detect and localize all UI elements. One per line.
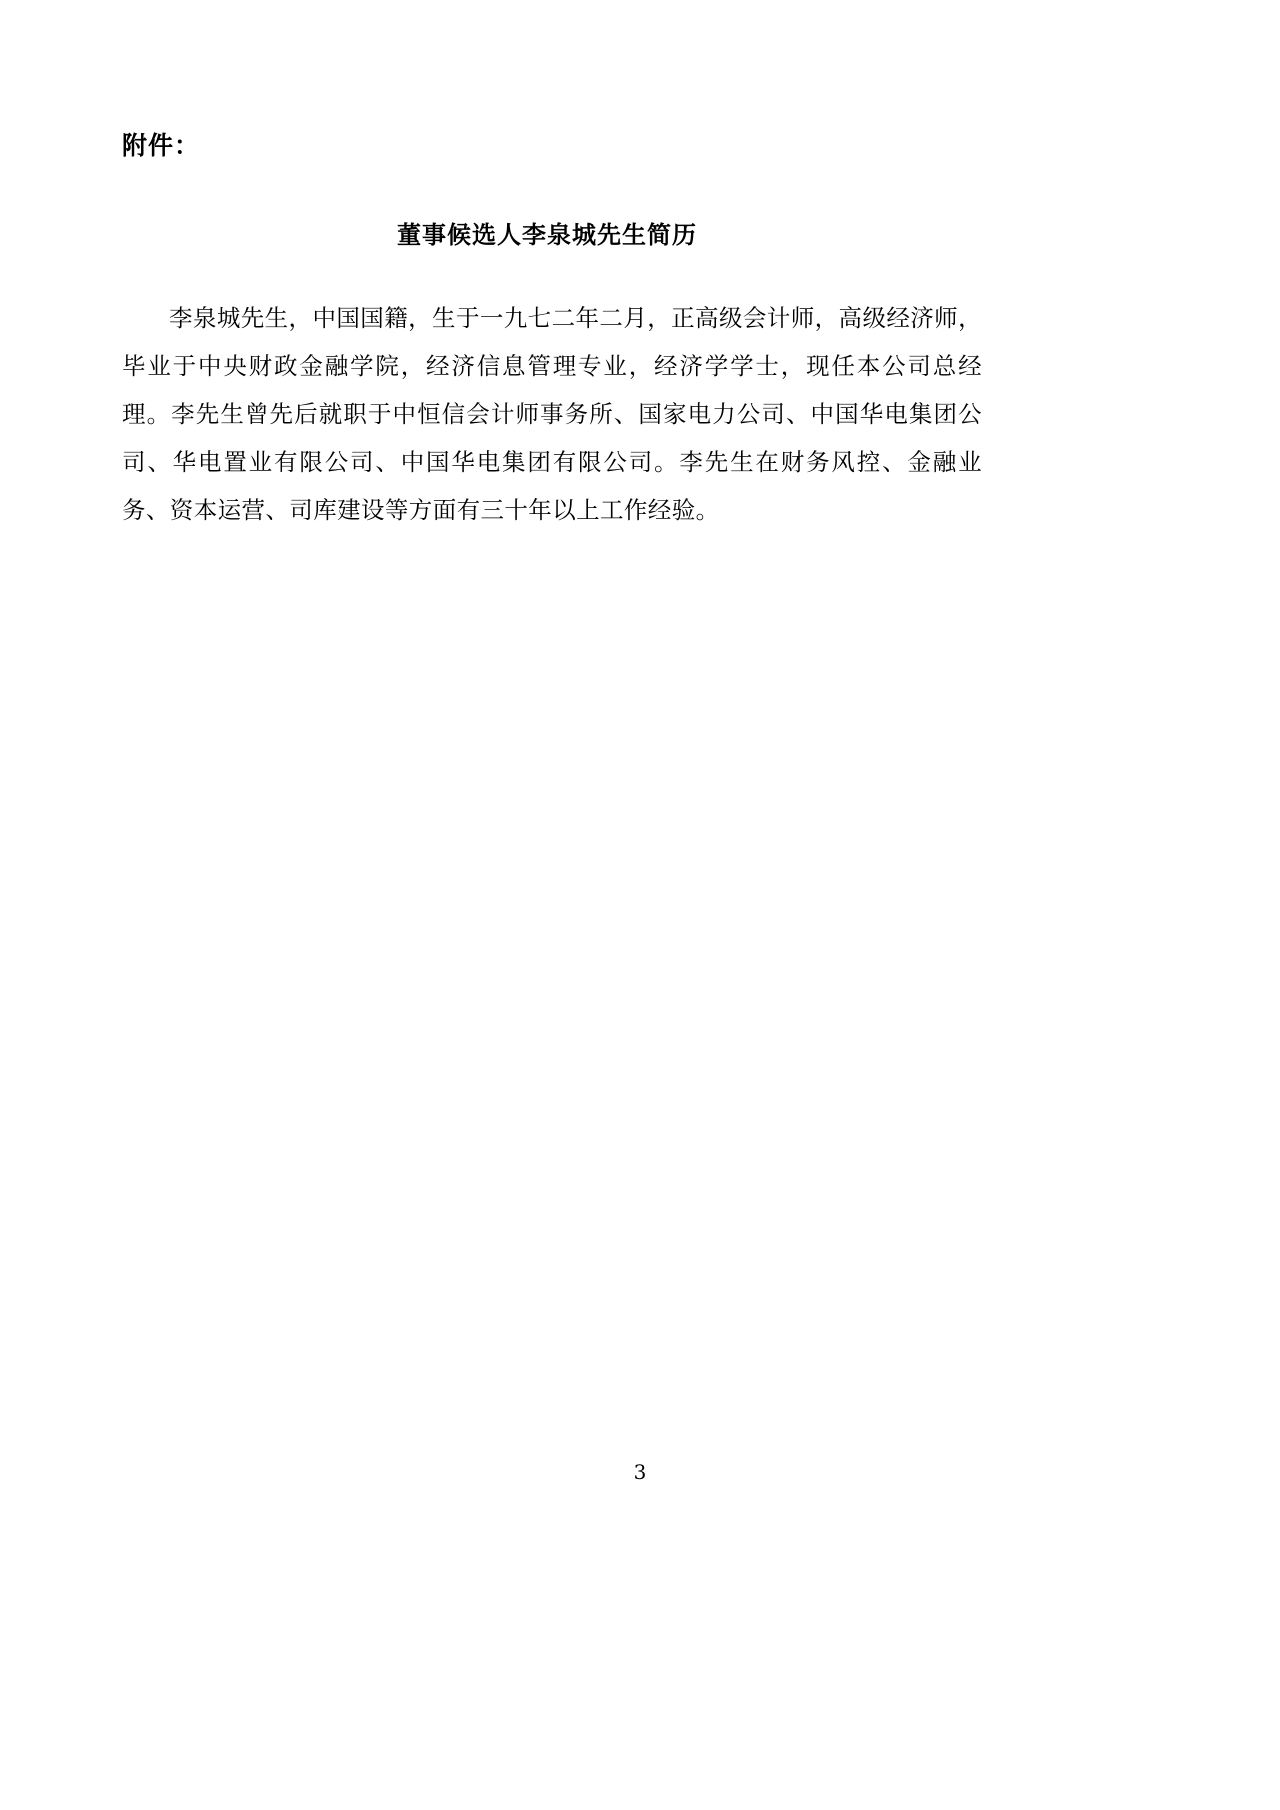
attachment-label: 附件： — [122, 131, 201, 160]
page-number: 3 — [633, 1460, 647, 1484]
document-body — [122, 0, 982, 558]
biography-paragraph: 李泉城先生，中国国籍，生于一九七二年二月，正高级会计师，高级经济师，毕业于中央财政金融学院，经济信息管理专业，经济学学士，现任本公司总经理。李先生曾先后就职于中恒信会计师事务所、国家电力公司、中国华电集团公司、华电置业有限公司、中国华电集团有限公司。李先生在财务风控、金融业务、资本运营、司库建设等方面有三十年以上工作经验。 — [122, 304, 982, 524]
page-title: 董事候选人李泉城先生简历 — [397, 220, 697, 249]
